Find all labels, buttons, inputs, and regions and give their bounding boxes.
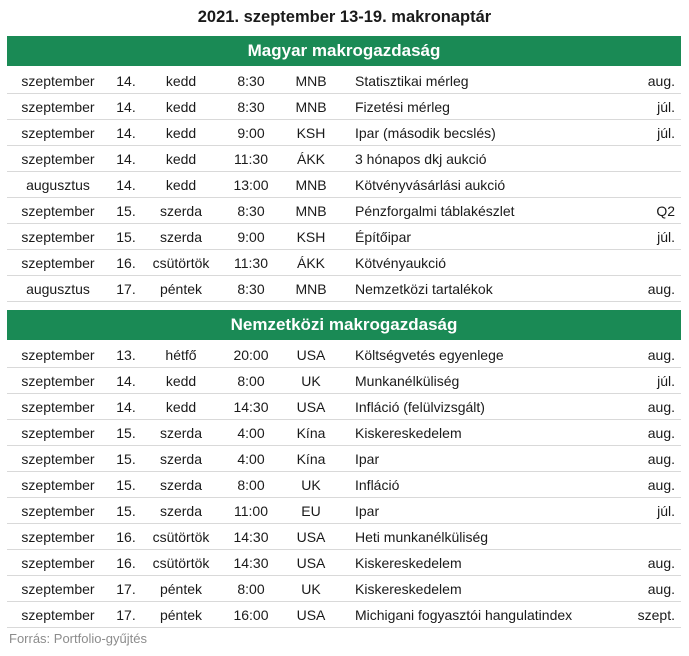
cell-indicator: Munkanélküliség	[355, 373, 460, 389]
cell-source: MNB	[295, 177, 327, 193]
cell-weekday: kedd	[165, 399, 197, 415]
cell-time: 8:30	[237, 73, 265, 89]
cell-time: 14:30	[233, 399, 269, 415]
cell-period: Q2	[656, 203, 675, 219]
cell-source: USA	[296, 529, 326, 545]
cell-time: 11:30	[234, 151, 268, 167]
cell-month: szeptember	[21, 203, 95, 219]
cell-indicator: Kiskereskedelem	[355, 425, 462, 441]
cell-weekday: csütörtök	[152, 255, 210, 271]
cell-period: szept.	[637, 607, 675, 623]
cell-period: aug.	[647, 581, 675, 597]
cell-source: USA	[296, 399, 326, 415]
cell-month: szeptember	[21, 607, 95, 623]
cell-source: USA	[296, 347, 326, 363]
cell-month: augusztus	[26, 177, 90, 193]
cell-indicator: Statisztikai mérleg	[355, 73, 469, 89]
cell-day: 14.	[116, 399, 136, 415]
cell-day: 15.	[116, 503, 136, 519]
table-row	[7, 94, 681, 120]
table-row	[7, 172, 681, 198]
cell-time: 8:00	[237, 581, 265, 597]
cell-source: MNB	[295, 203, 327, 219]
table-hungarian	[7, 68, 681, 302]
cell-weekday: szerda	[159, 229, 203, 245]
cell-day: 13.	[116, 347, 136, 363]
cell-weekday: péntek	[159, 581, 203, 597]
cell-time: 11:00	[234, 503, 268, 519]
cell-source: UK	[301, 373, 321, 389]
cell-period: aug.	[647, 281, 675, 297]
cell-time: 4:00	[237, 451, 265, 467]
cell-month: szeptember	[21, 451, 95, 467]
cell-time: 4:00	[237, 425, 265, 441]
table-row	[7, 276, 681, 302]
cell-source: Kína	[296, 425, 326, 441]
cell-source: KSH	[296, 125, 326, 141]
cell-weekday: szerda	[159, 477, 203, 493]
table-row	[7, 524, 681, 550]
cell-period: júl.	[657, 229, 675, 245]
cell-month: szeptember	[21, 99, 95, 115]
cell-period: júl.	[657, 125, 675, 141]
cell-month: szeptember	[21, 399, 95, 415]
cell-period: aug.	[647, 555, 675, 571]
cell-source: ÁKK	[296, 255, 325, 271]
cell-weekday: szerda	[159, 203, 203, 219]
table-row	[7, 198, 681, 224]
cell-time: 9:00	[237, 229, 265, 245]
cell-indicator: Kötvényvásárlási aukció	[355, 177, 506, 193]
cell-weekday: csütörtök	[152, 555, 210, 571]
cell-day: 14.	[116, 177, 136, 193]
cell-month: szeptember	[21, 229, 95, 245]
table-row	[7, 394, 681, 420]
cell-month: szeptember	[21, 555, 95, 571]
table-row	[7, 550, 681, 576]
table-row	[7, 576, 681, 602]
cell-time: 20:00	[233, 347, 269, 363]
cell-month: szeptember	[21, 125, 95, 141]
table-row	[7, 68, 681, 94]
cell-period: júl.	[657, 373, 675, 389]
cell-weekday: kedd	[165, 99, 197, 115]
cell-source: UK	[301, 477, 321, 493]
cell-day: 15.	[116, 203, 136, 219]
cell-source: KSH	[296, 229, 326, 245]
cell-day: 15.	[116, 451, 136, 467]
table-row	[7, 472, 681, 498]
cell-month: szeptember	[21, 151, 95, 167]
cell-source: ÁKK	[296, 151, 325, 167]
cell-source: MNB	[295, 99, 327, 115]
cell-time: 8:30	[237, 99, 265, 115]
cell-month: szeptember	[21, 529, 95, 545]
table-row	[7, 224, 681, 250]
cell-day: 17.	[116, 581, 136, 597]
cell-weekday: szerda	[159, 425, 203, 441]
section-header-international: Nemzetközi makrogazdaság	[7, 310, 681, 340]
cell-indicator: Költségvetés egyenlege	[355, 347, 504, 363]
cell-indicator: Heti munkanélküliség	[355, 529, 489, 545]
table-row	[7, 420, 681, 446]
cell-weekday: kedd	[165, 73, 197, 89]
cell-indicator: Ipar	[355, 451, 380, 467]
cell-day: 14.	[116, 373, 136, 389]
cell-period: aug.	[647, 425, 675, 441]
cell-day: 17.	[116, 281, 136, 297]
table-row	[7, 498, 681, 524]
cell-day: 17.	[116, 607, 136, 623]
cell-period: júl.	[657, 503, 675, 519]
section-header-hungarian: Magyar makrogazdaság	[7, 36, 681, 66]
cell-weekday: péntek	[159, 607, 203, 623]
cell-weekday: szerda	[159, 503, 203, 519]
table-row	[7, 342, 681, 368]
cell-indicator: 3 hónapos dkj aukció	[355, 151, 487, 167]
cell-indicator: Nemzetközi tartalékok	[355, 281, 493, 297]
cell-source: Kína	[296, 451, 326, 467]
cell-indicator: Kiskereskedelem	[355, 581, 462, 597]
cell-time: 13:00	[233, 177, 269, 193]
cell-period: aug.	[647, 451, 675, 467]
cell-indicator: Építőipar	[355, 229, 412, 245]
table-international	[7, 342, 681, 628]
table-row	[7, 602, 681, 628]
cell-time: 14:30	[233, 555, 269, 571]
cell-indicator: Michigani fogyasztói hangulatindex	[355, 607, 573, 623]
cell-time: 8:30	[237, 281, 265, 297]
page-title: 2021. szeptember 13-19. makronaptár	[197, 8, 492, 26]
cell-source: USA	[296, 607, 326, 623]
cell-indicator: Infláció	[355, 477, 400, 493]
cell-indicator: Kiskereskedelem	[355, 555, 462, 571]
cell-weekday: szerda	[159, 451, 203, 467]
cell-indicator: Infláció (felülvizsgált)	[355, 399, 485, 415]
cell-time: 8:00	[237, 373, 265, 389]
cell-source: MNB	[295, 281, 327, 297]
cell-indicator: Pénzforgalmi táblakészlet	[355, 203, 515, 219]
cell-indicator: Kötvényaukció	[355, 255, 447, 271]
cell-period: aug.	[647, 399, 675, 415]
cell-day: 16.	[116, 529, 136, 545]
cell-day: 14.	[116, 125, 136, 141]
cell-indicator: Ipar	[355, 503, 380, 519]
cell-weekday: kedd	[165, 373, 197, 389]
cell-time: 9:00	[237, 125, 265, 141]
cell-weekday: hétfő	[165, 347, 197, 363]
source-note: Forrás: Portfolio-gyűjtés	[9, 631, 147, 646]
cell-month: szeptember	[21, 347, 95, 363]
cell-source: EU	[301, 503, 321, 519]
cell-day: 14.	[116, 151, 136, 167]
table-row	[7, 368, 681, 394]
cell-source: MNB	[295, 73, 327, 89]
table-row	[7, 146, 681, 172]
cell-day: 14.	[116, 73, 136, 89]
cell-month: szeptember	[21, 373, 95, 389]
cell-period: júl.	[657, 99, 675, 115]
cell-time: 11:30	[234, 255, 268, 271]
cell-period: aug.	[647, 73, 675, 89]
cell-month: szeptember	[21, 581, 95, 597]
cell-month: szeptember	[21, 477, 95, 493]
table-row	[7, 446, 681, 472]
cell-day: 15.	[116, 425, 136, 441]
cell-weekday: kedd	[165, 125, 197, 141]
cell-period: aug.	[647, 347, 675, 363]
cell-period: aug.	[647, 477, 675, 493]
cell-day: 16.	[116, 555, 136, 571]
table-row	[7, 250, 681, 276]
table-row	[7, 120, 681, 146]
cell-indicator: Fizetési mérleg	[355, 99, 450, 115]
cell-time: 14:30	[233, 529, 269, 545]
cell-month: szeptember	[21, 425, 95, 441]
cell-time: 16:00	[233, 607, 269, 623]
cell-source: USA	[296, 555, 326, 571]
cell-source: UK	[301, 581, 321, 597]
cell-time: 8:00	[237, 477, 265, 493]
cell-month: szeptember	[21, 255, 95, 271]
cell-weekday: csütörtök	[152, 529, 210, 545]
cell-time: 8:30	[237, 203, 265, 219]
cell-day: 16.	[116, 255, 136, 271]
cell-day: 15.	[116, 229, 136, 245]
cell-weekday: péntek	[159, 281, 203, 297]
cell-indicator: Ipar (második becslés)	[355, 125, 496, 141]
cell-day: 14.	[116, 99, 136, 115]
cell-weekday: kedd	[165, 177, 197, 193]
cell-month: szeptember	[21, 503, 95, 519]
cell-day: 15.	[116, 477, 136, 493]
cell-weekday: kedd	[165, 151, 197, 167]
cell-month: augusztus	[26, 281, 90, 297]
cell-month: szeptember	[21, 73, 95, 89]
